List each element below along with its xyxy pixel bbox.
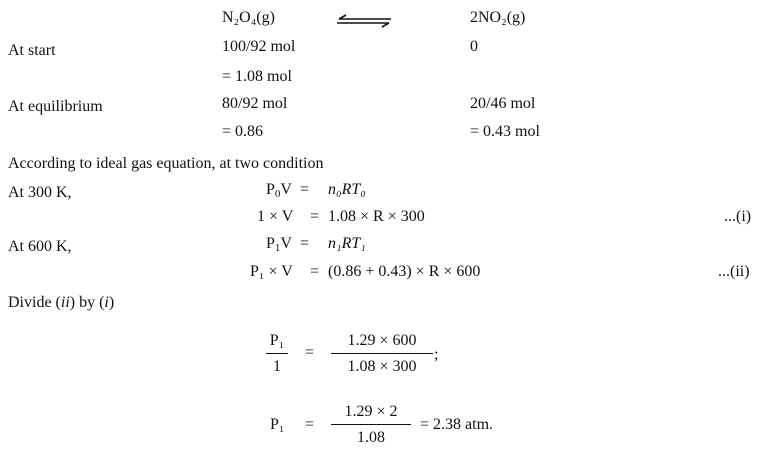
reaction-product: 2NO₂(g) (470, 9, 526, 26)
ratio-semicolon: ; (434, 346, 439, 363)
cond1-eq2-lhs: 1 × V (257, 208, 294, 225)
divide-instruction: Divide (ii) by (i) (8, 294, 115, 311)
condition-300k-label: At 300 K, (8, 184, 72, 201)
cond1-eq2-rhs: 1.08 × R × 300 (328, 208, 425, 225)
equilibrium-label: At equilibrium (8, 98, 103, 115)
ratio-lhs-denominator: 1 (273, 358, 281, 376)
start-product-moles: 0 (470, 38, 478, 55)
start-reactant-value: = 1.08 mol (222, 68, 292, 85)
ratio-rhs-numerator: 1.29 × 600 (347, 332, 417, 349)
cond1-eq1-rhs: n₀RT₀ (328, 181, 366, 198)
ratio-rhs-fraction (331, 333, 433, 375)
equilibrium-product-value: = 0.43 mol (470, 123, 540, 140)
equilibrium-arrow-icon (333, 14, 395, 28)
result-value: = 2.38 atm. (420, 416, 494, 433)
equilibrium-reactant-value: = 0.86 (222, 123, 264, 140)
result-equals: = (305, 416, 315, 433)
cond2-eq1-lhs: $P_1V$ = (266, 235, 309, 254)
ratio-lhs-fraction (266, 333, 288, 375)
equilibrium-reactant-moles: 80/92 mol (222, 95, 288, 112)
result-denominator: 1.08 (357, 429, 385, 447)
result-lhs: P₁ (270, 416, 285, 433)
equation-tag-i: ...(i) (724, 208, 752, 225)
cond1-eq1-lhs: $P_0V$ = (266, 181, 309, 200)
ideal-gas-intro: According to ideal gas equation, at two condition (8, 155, 324, 172)
ratio-equals: = (305, 344, 315, 361)
start-label: At start (8, 42, 56, 59)
equation-tag-ii: ...(ii) (718, 263, 750, 280)
cond2-eq2-equals: = (310, 263, 320, 280)
ratio-rhs-denominator: 1.08 × 300 (347, 358, 417, 376)
cond2-eq2-rhs: (0.86 + 0.43) × R × 600 (328, 263, 481, 280)
reaction-reactant: N₂O₄(g) (222, 9, 275, 26)
result-fraction (331, 404, 411, 446)
equilibrium-product-moles: 20/46 mol (470, 95, 536, 112)
cond1-eq2-equals: = (310, 208, 320, 225)
result-numerator: 1.29 × 2 (344, 403, 398, 420)
fraction-bar (331, 353, 433, 354)
start-reactant-moles: 100/92 mol (222, 38, 296, 55)
ratio-lhs-numerator: P₁ (269, 332, 285, 349)
fraction-bar (266, 353, 288, 354)
condition-600k-label: At 600 K, (8, 238, 72, 255)
cond2-eq1-rhs: n₁RT₁ (328, 235, 366, 252)
cond2-eq2-lhs: P₁ × V (250, 263, 293, 280)
fraction-bar (331, 424, 411, 425)
